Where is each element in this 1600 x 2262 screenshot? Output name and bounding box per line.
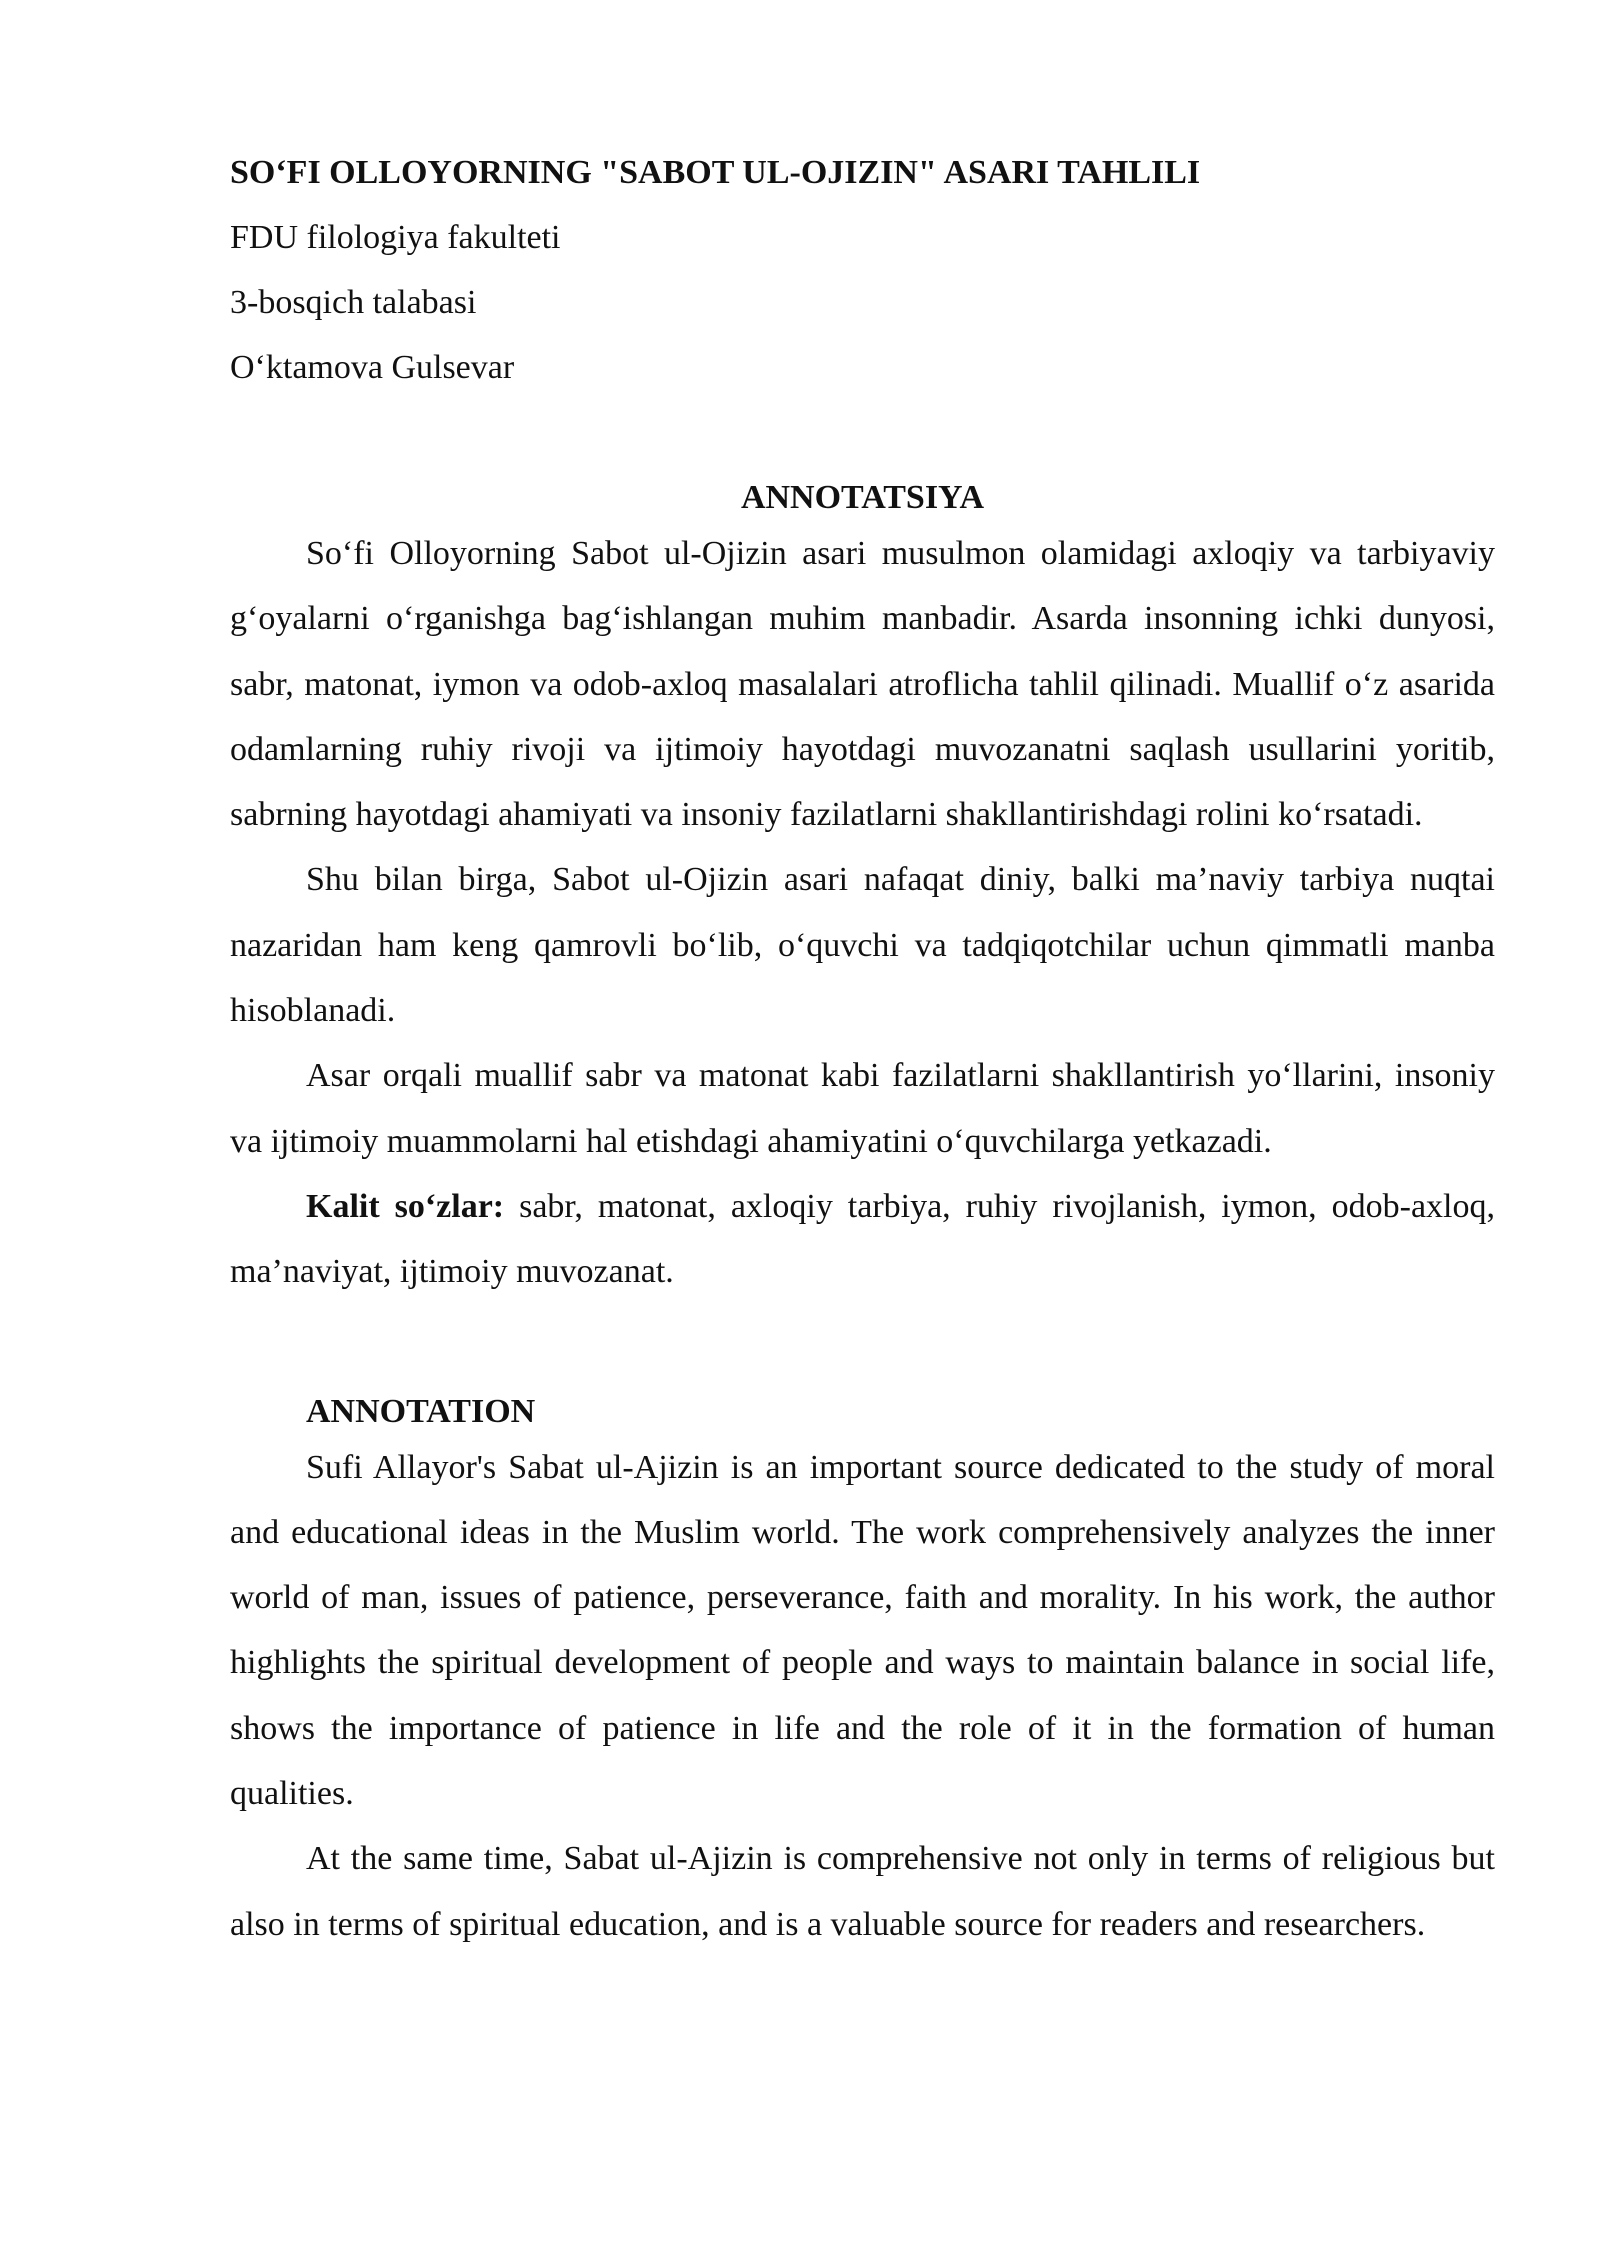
annotatsiya-paragraph-2: Shu bilan birga, Sabot ul-Ojizin asari nafaqat diniy, balki ma’naviy tarbiya nuqtai nazaridan ham keng qamrovli bo‘lib, o‘quvchi va tadqiqotchilar uchun qimmatli manba hisoblanadi. — [230, 861, 1495, 1030]
annotatsiya-paragraph-1: So‘fi Olloyorning Sabot ul-Ojizin asari musulmon olamidagi axloqiy va tarbiyaviy g‘oyalarni o‘rganishga bag‘ishlangan muhim manbadir. Asarda insonning ichki dunyosi, sabr, matonat, iymon va odob-axloq masalalari atroflicha tahlil qilinadi. Muallif o‘z asarida odamlarning ruhiy rivoji va ijtimoiy hayotdagi muvozanatni saqlash usullarini yoritib, sabrning hayotdagi ahamiyati va insoniy fazilatlarni shakllantirishdagi rolini ko‘rsatadi. — [230, 535, 1495, 834]
author-name: O‘ktamova Gulsevar — [230, 349, 515, 386]
author-course: 3-bosqich talabasi — [230, 284, 477, 321]
author-faculty: FDU filologiya fakulteti — [230, 219, 561, 256]
keywords-text: sabr, matonat, axloqiy tarbiya, ruhiy rivojlanish, iymon, odob-axloq, ma’naviyat, ijtimoiy muvozanat. — [230, 1187, 1495, 1291]
keywords-paragraph — [230, 1174, 1495, 1305]
article-title: SO‘FI OLLOYORNING "SABOT UL-OJIZIN" ASARI TAHLILI — [230, 154, 1201, 191]
annotation-paragraph-1: Sufi Allayor's Sabat ul-Ajizin is an important source dedicated to the study of moral and educational ideas in the Muslim world. The work comprehensively analyzes the inner world of man, issues of patience, perseverance, faith and morality. In his work, the author highlights the spiritual development of people and ways to maintain balance in social life, shows the importance of patience in life and the role of it in the formation of human qualities. — [230, 1448, 1495, 1813]
annotatsiya-heading: ANNOTATSIYA — [740, 479, 985, 516]
annotatsiya-paragraph-3: Asar orqali muallif sabr va matonat kabi fazilatlarni shakllantirish yo‘llarini, insoniy va ijtimoiy muammolarni hal etishdagi ahamiyatini o‘quvchilarga yetkazadi. — [230, 1057, 1495, 1160]
annotation-paragraph-2: At the same time, Sabat ul-Ajizin is comprehensive not only in terms of religious but also in terms of spiritual education, and is a valuable source for readers and researchers. — [230, 1840, 1495, 1943]
document-page — [230, 150, 1495, 1957]
annotation-heading: ANNOTATION — [306, 1392, 536, 1430]
keywords-label: Kalit so‘zlar: — [306, 1187, 505, 1225]
